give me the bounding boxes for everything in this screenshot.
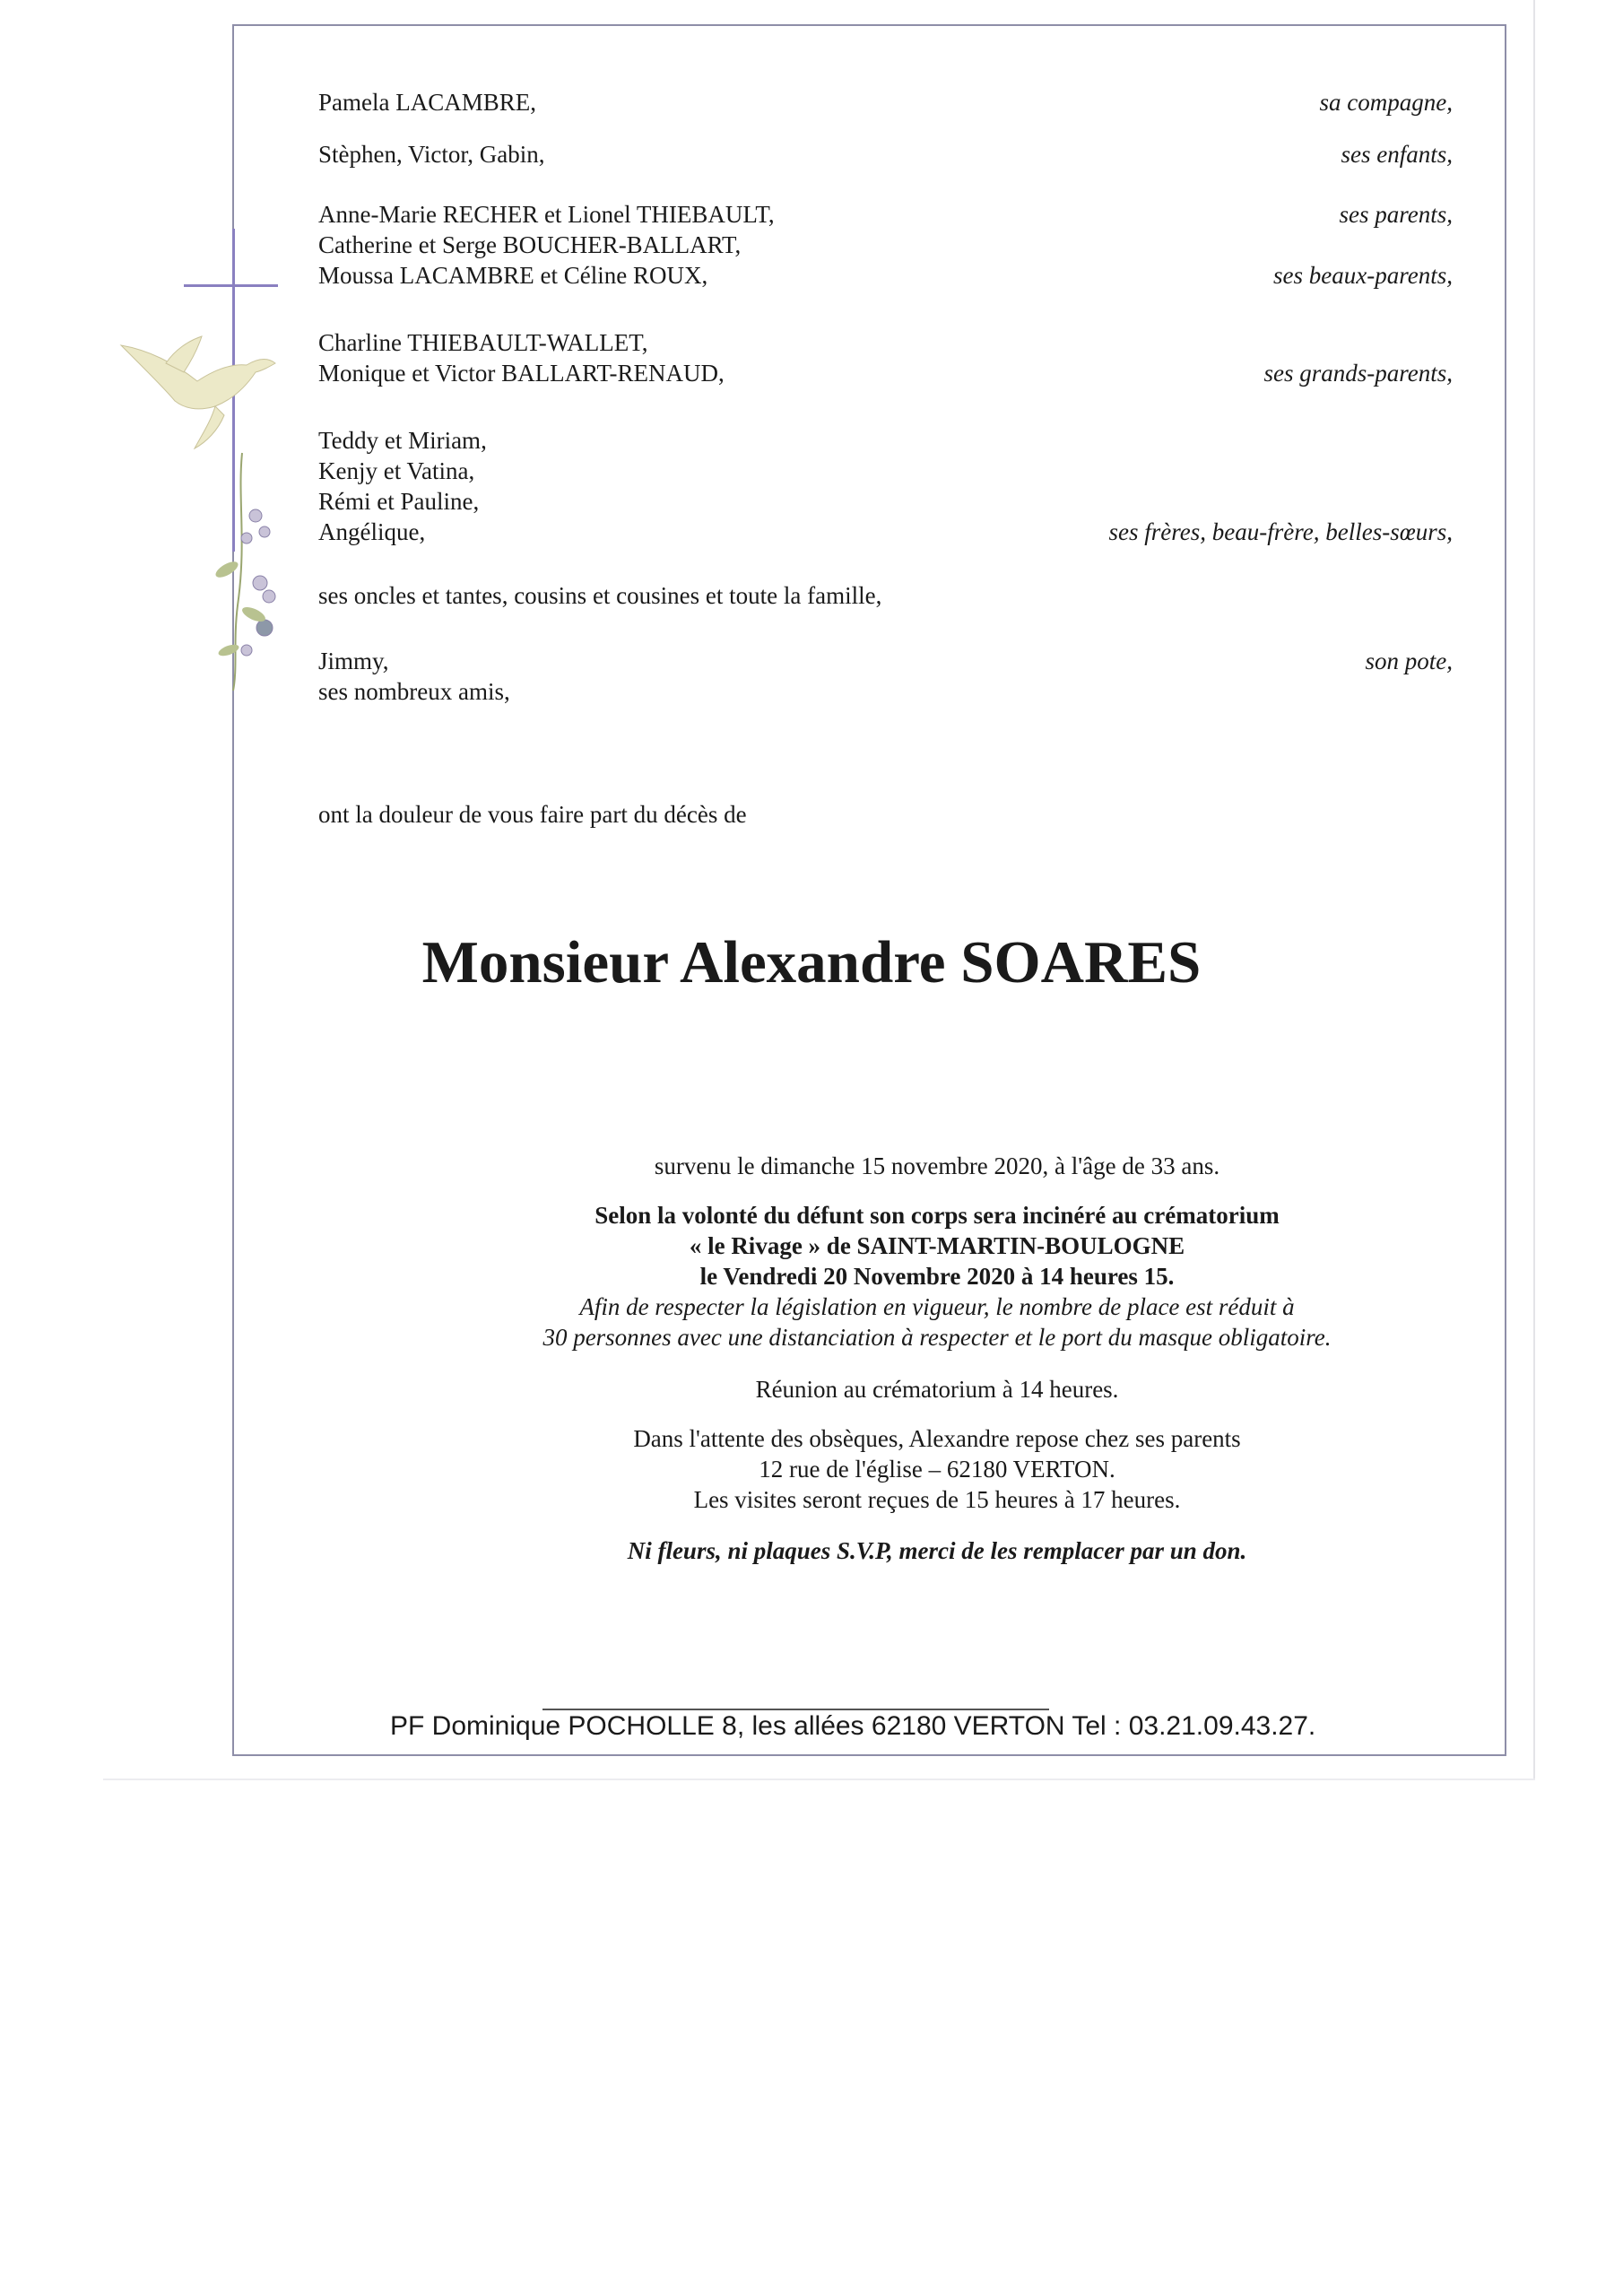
relation-label: ses enfants, xyxy=(1341,141,1453,168)
scan-bottom-edge xyxy=(103,1779,1535,1780)
scan-edge xyxy=(1533,0,1535,1780)
ceremony-line: Selon la volonté du défunt son corps sera incinéré au crématorium xyxy=(595,1202,1280,1229)
death-info-text: survenu le dimanche 15 novembre 2020, à l'âge de 33 ans. xyxy=(654,1152,1220,1179)
family-name-line: ses oncles et tantes, cousins et cousines et toute la famille, xyxy=(318,582,882,609)
relation-label: ses parents, xyxy=(1339,201,1453,228)
family-names xyxy=(318,327,725,388)
family-name-line: Moussa LACAMBRE et Céline ROUX, xyxy=(318,262,708,289)
visitation-line: Dans l'attente des obsèques, Alexandre repose chez ses parents xyxy=(633,1425,1241,1452)
family-name-line: Anne-Marie RECHER et Lionel THIEBAULT, xyxy=(318,201,775,228)
family-name-line: Stèphen, Victor, Gabin, xyxy=(318,141,545,168)
family-names xyxy=(318,646,510,707)
visitation-block xyxy=(341,1423,1533,1515)
meeting-info xyxy=(341,1374,1533,1405)
death-info xyxy=(341,1151,1533,1181)
family-names xyxy=(318,139,545,170)
family-name-line: ses nombreux amis, xyxy=(318,678,510,705)
family-name-line: Charline THIEBAULT-WALLET, xyxy=(318,329,648,356)
footer-rule xyxy=(542,1709,1049,1710)
visitation-line: Les visites seront reçues de 15 heures à 17 heures. xyxy=(693,1486,1181,1513)
relation-label: sa compagne, xyxy=(1319,89,1453,116)
family-names xyxy=(318,425,487,547)
dove-icon xyxy=(121,336,275,448)
relation-label: ses beaux-parents, xyxy=(1273,262,1453,289)
ceremony-block xyxy=(341,1200,1533,1352)
family-name-line: Rémi et Pauline, xyxy=(318,488,480,515)
family-names xyxy=(318,199,775,291)
family-name-line: Pamela LACAMBRE, xyxy=(318,89,536,116)
family-name-line: Teddy et Miriam, xyxy=(318,427,487,454)
family-names xyxy=(318,87,536,117)
visitation-line: 12 rue de l'église – 62180 VERTON. xyxy=(759,1456,1115,1483)
family-name-line: Kenjy et Vatina, xyxy=(318,457,475,484)
announcement-text: ont la douleur de vous faire part du décès de xyxy=(318,801,747,828)
ceremony-line: le Vendredi 20 Novembre 2020 à 14 heures 15. xyxy=(699,1263,1175,1290)
restriction-line: Afin de respecter la législation en vigueur, le nombre de place est réduit à xyxy=(579,1293,1295,1320)
cross-dove-ornament xyxy=(112,229,309,695)
flower-icon xyxy=(241,509,275,656)
funeral-home-footer: PF Dominique POCHOLLE 8, les allées 62180 VERTON Tel : 03.21.09.43.27. xyxy=(390,1711,1316,1741)
family-name-line: Jimmy, xyxy=(318,648,389,674)
family-names xyxy=(318,580,881,611)
family-name-line: Monique et Victor BALLART-RENAUD, xyxy=(318,360,725,387)
meeting-text: Réunion au crématorium à 14 heures. xyxy=(755,1376,1119,1403)
no-flowers-note xyxy=(341,1535,1533,1566)
relation-label: ses frères, beau-frère, belles-sœurs, xyxy=(1108,518,1453,545)
relation-label: son pote, xyxy=(1365,648,1453,674)
family-name-line: Angélique, xyxy=(318,518,426,545)
family-name-line: Catherine et Serge BOUCHER-BALLART, xyxy=(318,231,742,258)
deceased-name: Monsieur Alexandre SOARES xyxy=(421,929,1202,996)
restriction-line: 30 personnes avec une distanciation à respecter et le port du masque obligatoire. xyxy=(542,1324,1332,1351)
ceremony-line: « le Rivage » de SAINT-MARTIN-BOULOGNE xyxy=(689,1232,1185,1259)
relation-label: ses grands-parents, xyxy=(1263,360,1453,387)
no-flowers-text: Ni fleurs, ni plaques S.V.P, merci de les remplacer par un don. xyxy=(627,1537,1247,1564)
